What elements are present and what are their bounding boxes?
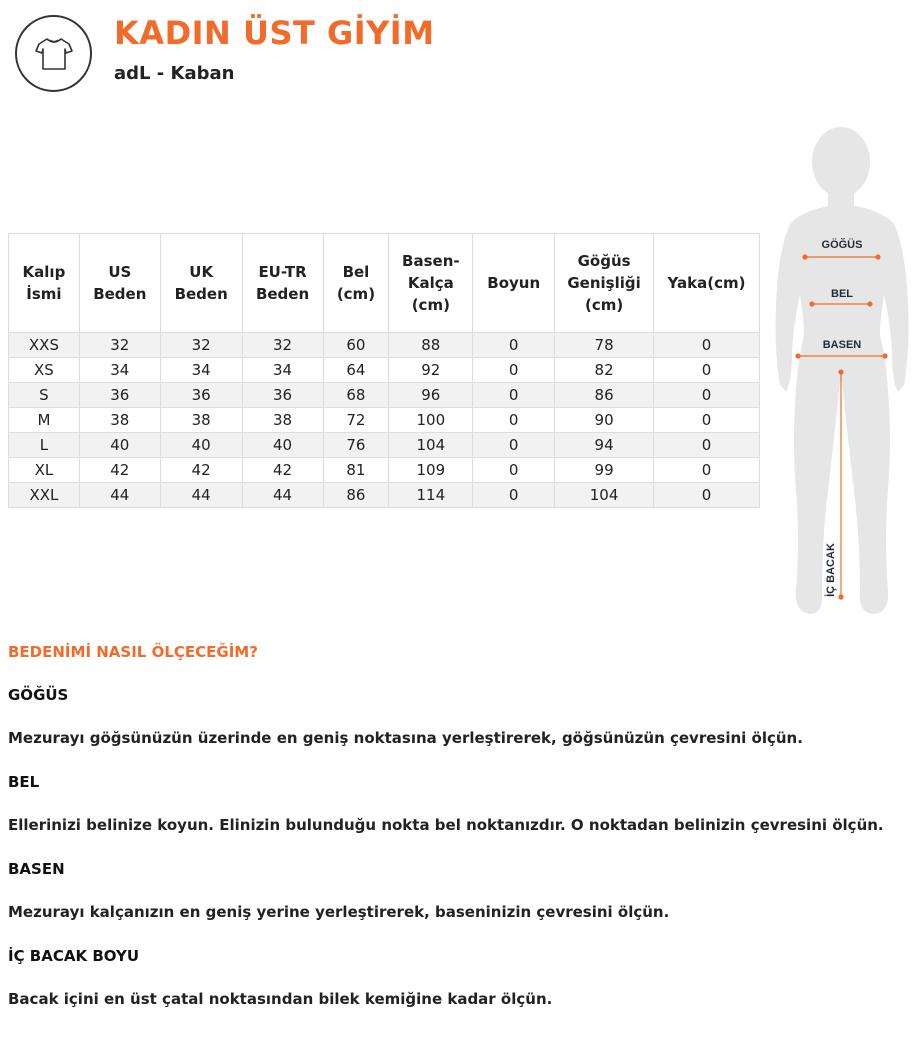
table-cell: 38 <box>242 408 323 433</box>
table-cell: L <box>9 433 80 458</box>
column-header-text: Beden <box>174 285 228 303</box>
hip-label: BASEN <box>822 339 862 351</box>
hip-point-right <box>883 354 887 358</box>
table-row <box>9 433 760 458</box>
table-cell: 100 <box>389 408 473 433</box>
guide-section-title: BEL <box>8 773 40 791</box>
size-table <box>8 233 760 508</box>
column-header-text: EU-TR <box>258 263 307 281</box>
waist-point-right <box>868 302 872 306</box>
column-header <box>654 234 760 333</box>
column-header-text: Basen- <box>402 252 460 270</box>
guide-heading: BEDENİMİ NASIL ÖLÇECEĞİM? <box>8 643 258 661</box>
table-cell: 0 <box>473 458 555 483</box>
table-cell: 94 <box>555 433 654 458</box>
table-row <box>9 408 760 433</box>
table-cell: 0 <box>654 458 760 483</box>
table-cell: 88 <box>389 333 473 358</box>
column-header-text: Kalça <box>407 274 454 292</box>
column-header-text: US <box>108 263 132 281</box>
inseam-point-bottom <box>839 595 843 599</box>
guide-section-text: Ellerinizi belinize koyun. Elinizin bulunduğu nokta bel noktanızdır. O noktadan belinizin çevresini ölçün. <box>8 816 884 834</box>
table-cell: 42 <box>79 458 160 483</box>
column-header <box>79 234 160 333</box>
column-header-text: Beden <box>93 285 147 303</box>
table-cell: 0 <box>654 358 760 383</box>
tshirt-icon <box>15 15 92 92</box>
table-cell: 40 <box>242 433 323 458</box>
table-cell: XS <box>9 358 80 383</box>
column-header-text: Kalıp <box>22 263 66 281</box>
column-header-text: Göğüs <box>577 252 631 270</box>
table-cell: XL <box>9 458 80 483</box>
column-header <box>555 234 654 333</box>
table-row <box>9 333 760 358</box>
table-cell: 68 <box>323 383 389 408</box>
table-cell: 34 <box>79 358 160 383</box>
table-cell: 44 <box>242 483 323 508</box>
chest-point-left <box>803 255 807 259</box>
measurement-guide <box>8 643 908 1034</box>
table-cell: 40 <box>79 433 160 458</box>
table-cell: 114 <box>389 483 473 508</box>
guide-section-title: GÖĞÜS <box>8 686 69 704</box>
column-header <box>160 234 242 333</box>
table-cell: 38 <box>160 408 242 433</box>
column-header-text: Beden <box>255 285 310 303</box>
table-cell: 76 <box>323 433 389 458</box>
body-measurement-figure <box>770 120 916 620</box>
column-header <box>323 234 389 333</box>
column-header <box>389 234 473 333</box>
column-header-text: Yaka(cm) <box>667 274 746 292</box>
column-header <box>473 234 555 333</box>
table-cell: M <box>9 408 80 433</box>
table-header-row <box>9 234 760 333</box>
table-cell: 0 <box>654 383 760 408</box>
table-cell: 0 <box>473 358 555 383</box>
table-cell: 34 <box>160 358 242 383</box>
table-cell: 44 <box>160 483 242 508</box>
table-cell: 38 <box>79 408 160 433</box>
table-cell: 60 <box>323 333 389 358</box>
table-cell: 0 <box>473 408 555 433</box>
table-cell: 0 <box>473 433 555 458</box>
guide-section-text: Mezurayı göğsünüzün üzerinde en geniş noktasına yerleştirerek, göğsünüzün çevresini ölçün. <box>8 729 803 747</box>
table-cell: 44 <box>79 483 160 508</box>
table-row <box>9 458 760 483</box>
table-cell: 78 <box>555 333 654 358</box>
table-cell: 0 <box>654 333 760 358</box>
table-cell: 40 <box>160 433 242 458</box>
product-subtitle: adL - Kaban <box>114 63 235 84</box>
table-cell: 104 <box>389 433 473 458</box>
table-cell: 99 <box>555 458 654 483</box>
chest-label: GÖĞÜS <box>821 239 863 251</box>
inseam-point-top <box>839 370 843 374</box>
column-header <box>9 234 80 333</box>
table-cell: 0 <box>654 483 760 508</box>
column-header-text: İsmi <box>26 285 62 303</box>
table-cell: 36 <box>242 383 323 408</box>
waist-point-left <box>810 302 814 306</box>
table-cell: 36 <box>79 383 160 408</box>
table-cell: 42 <box>242 458 323 483</box>
table-cell: 34 <box>242 358 323 383</box>
table-cell: 42 <box>160 458 242 483</box>
table-cell: 0 <box>654 433 760 458</box>
table-cell: 104 <box>555 483 654 508</box>
table-cell: 81 <box>323 458 389 483</box>
table-cell: 82 <box>555 358 654 383</box>
table-cell: 0 <box>473 333 555 358</box>
guide-section-title: İÇ BACAK BOYU <box>8 947 140 965</box>
column-header-text: UK <box>189 263 214 281</box>
table-cell: 0 <box>473 383 555 408</box>
page-title: KADIN ÜST GİYİM <box>114 14 435 52</box>
table-cell: 36 <box>160 383 242 408</box>
table-cell: 72 <box>323 408 389 433</box>
chest-point-right <box>876 255 880 259</box>
table-cell: 32 <box>242 333 323 358</box>
table-cell: 32 <box>160 333 242 358</box>
column-header-text: (cm) <box>584 296 624 314</box>
table-cell: 96 <box>389 383 473 408</box>
table-cell: 90 <box>555 408 654 433</box>
inseam-label: İÇ BACAK <box>825 543 837 597</box>
guide-section-text: Mezurayı kalçanızın en geniş yerine yerleştirerek, baseninizin çevresini ölçün. <box>8 903 670 921</box>
table-cell: 109 <box>389 458 473 483</box>
tshirt-icon-graphic <box>34 36 74 72</box>
table-row <box>9 383 760 408</box>
waist-label: BEL <box>831 288 853 300</box>
table-cell: 92 <box>389 358 473 383</box>
table-row <box>9 483 760 508</box>
table-cell: S <box>9 383 80 408</box>
column-header <box>242 234 323 333</box>
guide-section-text: Bacak içini en üst çatal noktasından bilek kemiğine kadar ölçün. <box>8 990 553 1008</box>
table-cell: 86 <box>555 383 654 408</box>
column-header-text: Boyun <box>487 274 541 292</box>
table-cell: 32 <box>79 333 160 358</box>
column-header-text: (cm) <box>336 285 376 303</box>
hip-point-left <box>796 354 800 358</box>
table-row <box>9 358 760 383</box>
column-header-text: Genişliği <box>567 274 641 292</box>
guide-section-title: BASEN <box>8 860 65 878</box>
table-cell: 86 <box>323 483 389 508</box>
column-header-text: (cm) <box>411 296 450 314</box>
table-cell: 0 <box>473 483 555 508</box>
body-silhouette <box>770 120 916 620</box>
table-cell: XXS <box>9 333 80 358</box>
table-cell: XXL <box>9 483 80 508</box>
guide-sections <box>8 686 908 1034</box>
table-cell: 0 <box>654 408 760 433</box>
table-cell: 64 <box>323 358 389 383</box>
column-header-text: Bel <box>342 263 370 281</box>
table-body <box>9 333 760 508</box>
